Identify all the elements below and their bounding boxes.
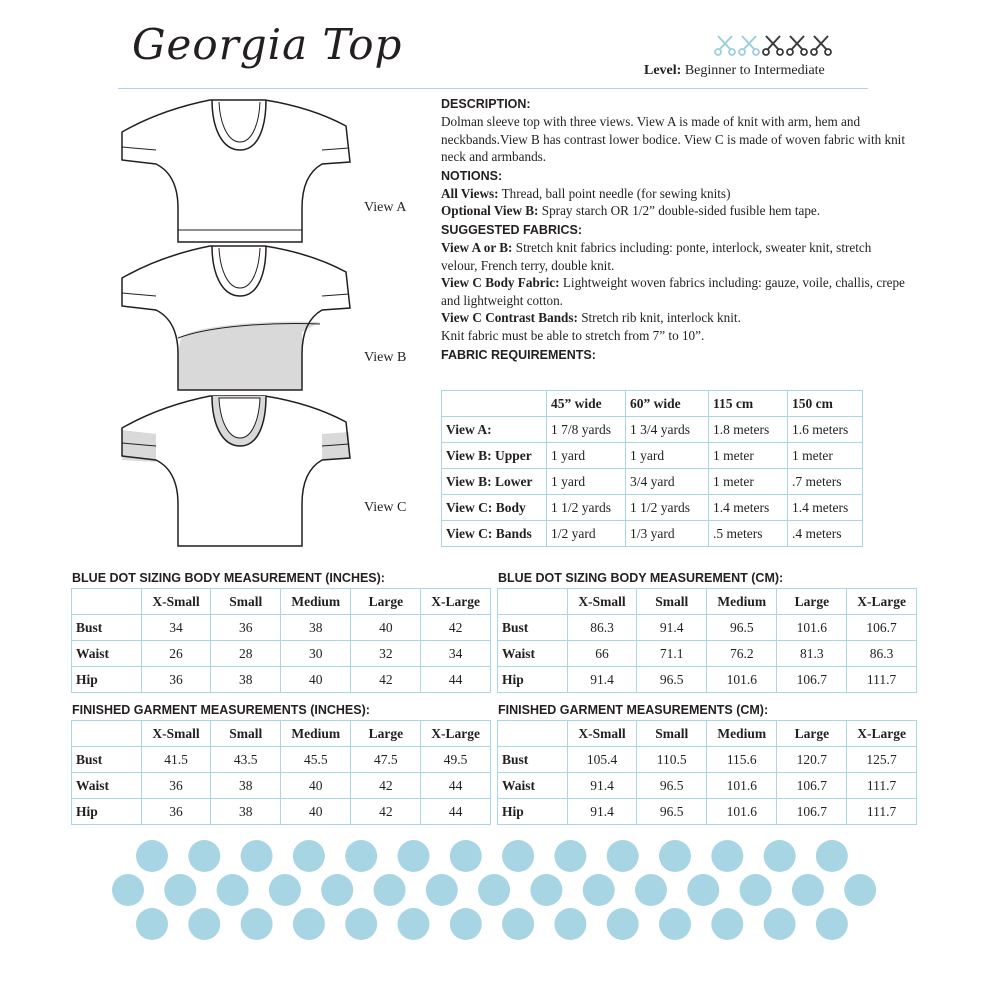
table-cell: 91.4 xyxy=(567,667,637,693)
table-cell: 3/4 yard xyxy=(626,469,709,495)
table-cell: 1 7/8 yards xyxy=(547,417,626,443)
table-cell: 40 xyxy=(281,667,351,693)
column-header: X-Small xyxy=(141,589,211,615)
row-header: View A: xyxy=(442,417,547,443)
column-header: Small xyxy=(637,589,707,615)
table-cell: 76.2 xyxy=(707,641,777,667)
table-cell: 42 xyxy=(351,667,421,693)
row-header: Waist xyxy=(498,641,568,667)
column-header: Medium xyxy=(281,721,351,747)
polka-dot xyxy=(816,908,848,940)
polka-dot xyxy=(450,908,482,940)
table-cell: 40 xyxy=(351,615,421,641)
polka-dot xyxy=(164,874,196,906)
row-header: Bust xyxy=(498,747,568,773)
table-cell: 1.8 meters xyxy=(709,417,788,443)
view-b-label: View B xyxy=(364,350,407,365)
fabrics-heading: SUGGESTED FABRICS: xyxy=(441,222,582,237)
table-cell: 36 xyxy=(141,667,211,693)
row-header: View C: Body xyxy=(442,495,547,521)
row-header: Hip xyxy=(72,799,142,825)
polka-dot xyxy=(583,874,615,906)
row-header: Waist xyxy=(72,773,142,799)
view-c-label: View C xyxy=(364,500,407,515)
row-header: Hip xyxy=(72,667,142,693)
table-cell: 96.5 xyxy=(637,667,707,693)
table-cell: 34 xyxy=(141,615,211,641)
polka-dot xyxy=(398,840,430,872)
polka-dot xyxy=(635,874,667,906)
table-cell: 38 xyxy=(211,799,281,825)
column-header: X-Small xyxy=(141,721,211,747)
column-header: X-Large xyxy=(847,589,917,615)
row-header: View C: Bands xyxy=(442,521,547,547)
table-cell: 40 xyxy=(281,773,351,799)
notions-optional: Optional View B: Spray starch OR 1/2” double-sided fusible hem tape. xyxy=(441,203,821,219)
column-header: 45” wide xyxy=(547,391,626,417)
row-header: Bust xyxy=(72,615,142,641)
polka-dot xyxy=(241,840,273,872)
garment-cm-heading: FINISHED GARMENT MEASUREMENTS (CM): xyxy=(498,703,769,717)
row-header: Hip xyxy=(498,799,568,825)
table-cell: 49.5 xyxy=(421,747,491,773)
table-cell: 106.7 xyxy=(847,615,917,641)
row-header: View B: Upper xyxy=(442,443,547,469)
polka-dot xyxy=(792,874,824,906)
column-header: Large xyxy=(351,721,421,747)
polka-dot xyxy=(345,840,377,872)
table-cell: 86.3 xyxy=(847,641,917,667)
polka-dot xyxy=(321,874,353,906)
table-cell: 111.7 xyxy=(847,799,917,825)
polka-dot xyxy=(188,840,220,872)
polka-dot xyxy=(711,840,743,872)
fabrics-c: View C Body Fabric: Lightweight woven fabrics including: gauze, voile, challis, crepe and lightweight cotton. xyxy=(441,275,905,308)
row-header: Waist xyxy=(498,773,568,799)
column-header: 115 cm xyxy=(709,391,788,417)
table-cell: 71.1 xyxy=(637,641,707,667)
column-header: Small xyxy=(637,721,707,747)
polka-dot xyxy=(659,840,691,872)
column-header: Small xyxy=(211,721,281,747)
table-cell: 44 xyxy=(421,773,491,799)
polka-dot xyxy=(740,874,772,906)
column-header: Large xyxy=(351,589,421,615)
table-cell: 111.7 xyxy=(847,667,917,693)
table-cell: 115.6 xyxy=(707,747,777,773)
table-cell: 1/3 yard xyxy=(626,521,709,547)
table-cell: 1.6 meters xyxy=(788,417,863,443)
table-cell: 101.6 xyxy=(707,799,777,825)
table-cell: 43.5 xyxy=(211,747,281,773)
fabrics-ab: View A or B: Stretch knit fabrics including: ponte, interlock, sweater knit, stretch velour, French terry, double knit. xyxy=(441,239,872,273)
table-cell: 1 1/2 yards xyxy=(626,495,709,521)
polka-dot xyxy=(398,908,430,940)
table-cell: 1 yard xyxy=(547,469,626,495)
polka-dot xyxy=(241,908,273,940)
polka-dot xyxy=(188,908,220,940)
table-cell: 44 xyxy=(421,799,491,825)
polka-dot xyxy=(816,840,848,872)
column-header: X-Large xyxy=(421,589,491,615)
polka-dot xyxy=(554,840,586,872)
polka-dot xyxy=(764,908,796,940)
column-header: Medium xyxy=(281,589,351,615)
table-cell: 1 yard xyxy=(626,443,709,469)
table-cell: 120.7 xyxy=(777,747,847,773)
table-cell: 1 yard xyxy=(547,443,626,469)
column-header: X-Large xyxy=(847,721,917,747)
table-cell: 101.6 xyxy=(707,773,777,799)
table-cell: 41.5 xyxy=(141,747,211,773)
row-header: Bust xyxy=(498,615,568,641)
polka-dot xyxy=(659,908,691,940)
polka-dot xyxy=(374,874,406,906)
level-value: Beginner to Intermediate xyxy=(684,63,825,78)
table-cell: 1 meter xyxy=(709,443,788,469)
fabrics-cb: View C Contrast Bands: Stretch rib knit, interlock knit. xyxy=(441,310,741,326)
description-heading: DESCRIPTION: xyxy=(441,97,531,111)
table-cell: 101.6 xyxy=(777,615,847,641)
table-cell: 42 xyxy=(421,615,491,641)
table-cell: 125.7 xyxy=(847,747,917,773)
column-header: X-Large xyxy=(421,721,491,747)
table-cell: 1.4 meters xyxy=(788,495,863,521)
table-cell: 91.4 xyxy=(567,799,637,825)
table-cell: 106.7 xyxy=(777,667,847,693)
table-cell: 111.7 xyxy=(847,773,917,799)
polka-dot xyxy=(502,908,534,940)
polka-dot xyxy=(217,874,249,906)
polka-dot xyxy=(136,840,168,872)
polka-dot xyxy=(426,874,458,906)
column-header: X-Small xyxy=(567,721,637,747)
polka-dot xyxy=(764,840,796,872)
level-label: Level xyxy=(644,63,677,78)
notions-all: All Views: Thread, ball point needle (for sewing knits) xyxy=(441,185,731,201)
column-header: 150 cm xyxy=(788,391,863,417)
body-cm-heading: BLUE DOT SIZING BODY MEASUREMENT (CM): xyxy=(498,571,784,585)
polka-dot xyxy=(711,908,743,940)
table-cell: 28 xyxy=(211,641,281,667)
table-cell: 36 xyxy=(141,773,211,799)
table-cell: 40 xyxy=(281,799,351,825)
table-cell: 26 xyxy=(141,641,211,667)
row-header: Bust xyxy=(72,747,142,773)
garment-in-heading: FINISHED GARMENT MEASUREMENTS (INCHES): xyxy=(72,703,370,717)
table-cell: 44 xyxy=(421,667,491,693)
row-header: Waist xyxy=(72,641,142,667)
table-cell: 45.5 xyxy=(281,747,351,773)
polka-dot xyxy=(687,874,719,906)
table-cell: 1 3/4 yards xyxy=(626,417,709,443)
table-cell: 47.5 xyxy=(351,747,421,773)
table-cell: 91.4 xyxy=(567,773,637,799)
column-header: Medium xyxy=(707,589,777,615)
table-cell: 101.6 xyxy=(707,667,777,693)
table-cell: 105.4 xyxy=(567,747,637,773)
table-cell: 81.3 xyxy=(777,641,847,667)
table-cell: 42 xyxy=(351,799,421,825)
table-cell: 96.5 xyxy=(637,799,707,825)
column-header: X-Small xyxy=(567,589,637,615)
polka-dot xyxy=(478,874,510,906)
table-cell: 106.7 xyxy=(777,773,847,799)
table-cell: .5 meters xyxy=(709,521,788,547)
table-cell: .7 meters xyxy=(788,469,863,495)
table-cell: 36 xyxy=(211,615,281,641)
table-cell: 30 xyxy=(281,641,351,667)
table-cell: 1.4 meters xyxy=(709,495,788,521)
fabric-req-heading: FABRIC REQUIREMENTS: xyxy=(441,347,596,362)
polka-dot xyxy=(502,840,534,872)
body-in-heading: BLUE DOT SIZING BODY MEASUREMENT (INCHES): xyxy=(72,571,385,585)
polka-dot xyxy=(844,874,876,906)
table-cell: 38 xyxy=(211,773,281,799)
description-text: Dolman sleeve top with three views. View A is made of knit with arm, hem and neckbands.View B has contrast lower bodice. View C is made of woven fabric with knit neck and armbands. xyxy=(441,114,906,165)
polka-dot xyxy=(293,840,325,872)
table-cell: 42 xyxy=(351,773,421,799)
table-cell: 86.3 xyxy=(567,615,637,641)
table-cell: 34 xyxy=(421,641,491,667)
column-header: 60” wide xyxy=(626,391,709,417)
table-cell: 106.7 xyxy=(777,799,847,825)
polka-dot xyxy=(293,908,325,940)
view-a-label: View A xyxy=(364,200,407,215)
fabrics-note: Knit fabric must be able to stretch from 7” to 10”. xyxy=(441,327,705,343)
polka-dot xyxy=(607,908,639,940)
notions-heading: NOTIONS: xyxy=(441,168,503,183)
table-cell: 96.5 xyxy=(707,615,777,641)
column-header: Large xyxy=(777,721,847,747)
pattern-title: Georgia Top xyxy=(132,20,403,69)
table-cell: 1 meter xyxy=(709,469,788,495)
table-cell: 66 xyxy=(567,641,637,667)
polka-dot xyxy=(112,874,144,906)
table-cell: 38 xyxy=(211,667,281,693)
polka-dot xyxy=(345,908,377,940)
column-header: Large xyxy=(777,589,847,615)
row-header: Hip xyxy=(498,667,568,693)
polka-dot xyxy=(136,908,168,940)
polka-dot xyxy=(530,874,562,906)
row-header: View B: Lower xyxy=(442,469,547,495)
polka-dot xyxy=(450,840,482,872)
table-cell: 36 xyxy=(141,799,211,825)
table-cell: .4 meters xyxy=(788,521,863,547)
table-cell: 110.5 xyxy=(637,747,707,773)
table-cell: 96.5 xyxy=(637,773,707,799)
table-cell: 1/2 yard xyxy=(547,521,626,547)
level-line: Level: Beginner to Intermediate xyxy=(644,63,825,78)
column-header: Medium xyxy=(707,721,777,747)
column-header: Small xyxy=(211,589,281,615)
table-cell: 32 xyxy=(351,641,421,667)
table-cell: 38 xyxy=(281,615,351,641)
polka-dot xyxy=(607,840,639,872)
table-cell: 1 1/2 yards xyxy=(547,495,626,521)
table-cell: 1 meter xyxy=(788,443,863,469)
polka-dot xyxy=(554,908,586,940)
polka-dot xyxy=(269,874,301,906)
table-cell: 91.4 xyxy=(637,615,707,641)
